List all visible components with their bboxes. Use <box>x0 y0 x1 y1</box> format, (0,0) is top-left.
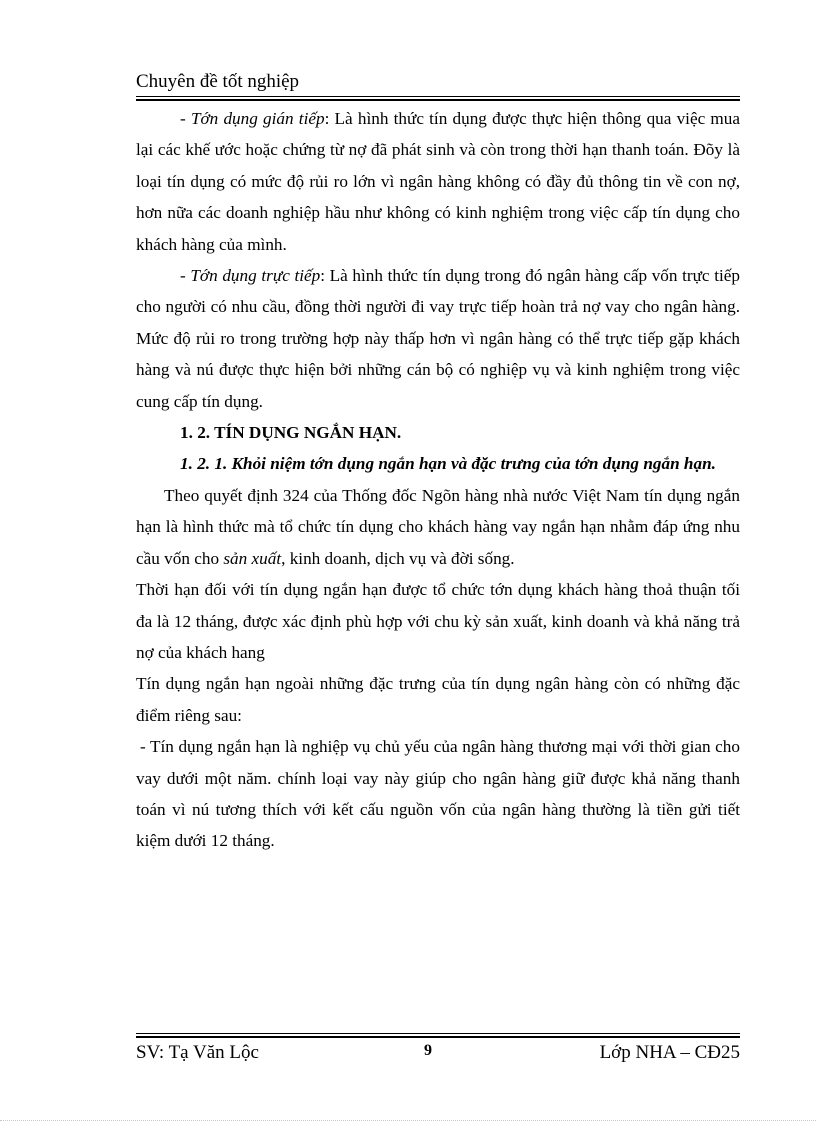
term-direct-credit: Tớn dụng trực tiếp <box>190 266 321 286</box>
page-header-title: Chuyên đề tốt nghiệp <box>136 71 300 92</box>
paragraph-indirect-credit: - Tớn dụng gián tiếp: Là hình thức tín dụng được thực hiện thông qua việc mua lại các khế ước hoặc chứng từ nợ đã phát sinh và còn trong thời hạn thanh toán. Đõy là loại tín dụng có mức độ rủi ro lớn vì ngân hàng không có đầy đủ thông tin về con nợ, hơn nữa các doanh nghiệp hầu như không có kinh nghiệm trong việc cấp tín dụng cho khách hàng của mình. <box>136 109 740 254</box>
term-indirect-credit: Tớn dụng gián tiếp <box>190 109 325 128</box>
paragraph-indirect-credit-text: : Là hình thức tín dụng được thực hiện thông qua việc mua lại các khế ước hoặc chứng từ nợ đã phát sinh và còn trong thời hạn thanh toán. Đõy là loại tín dụng có mức độ rủi ro lớn vì ngân hàng không có đầy đủ thông tin về con nợ, hơn nữa các doanh nghiệp hầu như không có kinh nghiệm trong việc cấp tín dụng cho khách hàng của mình. <box>136 109 740 254</box>
document-body <box>136 103 740 857</box>
paragraph-direct-credit-text: : Là hình thức tín dụng trong đó ngân hàng cấp vốn trực tiếp cho người có nhu cầu, đồng thời người đi vay trực tiếp hoàn trả nợ vay cho ngân hàng. Mức độ rủi ro trong trường hợp này thấp hơn vì ngân hàng có thể trực tiếp gặp khách hàng và nú được thực hiện bởi những cán bộ có nghiệp vụ và kinh nghiệm trong việc cung cấp tín dụng. <box>136 266 740 411</box>
footer-double-rule <box>136 1033 740 1038</box>
footer-page-number: 9 <box>424 1042 432 1059</box>
paragraph-characteristics-intro: Tín dụng ngắn hạn ngoài những đặc trưng của tín dụng ngân hàng còn có những đặc điểm riêng sau: <box>136 674 740 725</box>
paragraph-characteristic-1: - Tín dụng ngắn hạn là nghiệp vụ chủ yếu của ngân hàng thương mại với thời gian cho vay dưới một năm. chính loại vay này giúp cho ngân hàng giữ được khả năng thanh toán vì nú tương thích với kết cấu nguồn vốn của ngân hàng thường là tiền gửi tiết kiệm dưới 12 tháng. <box>136 737 740 851</box>
paragraph-definition <box>136 480 740 574</box>
term-production: sản xuất <box>223 548 282 568</box>
header-double-rule <box>136 96 740 101</box>
subsection-heading-concept: 1. 2. 1. Khỏi niệm tớn dụng ngắn hạn và đặc trưng của tớn dụng ngắn hạn. <box>180 454 716 474</box>
page-footer <box>136 1040 740 1066</box>
paragraph-definition-text-1: Theo quyết định 324 của Thống đốc Ngõn hàng nhà nước Việt Nam tín dụng ngắn hạn là hình thức mà tổ chức tín dụng cho khách hàng vay ngắn hạn nhằm đáp ứng nhu cầu vốn cho <box>136 485 740 568</box>
page-edge-dotted-line <box>0 1120 816 1121</box>
paragraph-term-duration: Thời hạn đối với tín dụng ngắn hạn được tổ chức tớn dụng khách hàng thoả thuận tối đa là 12 tháng, được xác định phù hợp với chu kỳ sản xuất, kinh doanh và khả năng trả nợ của khách hang <box>136 580 740 662</box>
paragraph-definition-text-2: , kinh doanh, dịch vụ và đời sống. <box>281 548 515 568</box>
footer-class-name: Lớp NHA – CĐ25 <box>599 1042 740 1063</box>
section-heading-short-term-credit: 1. 2. TÍN DỤNG NGẮN HẠN. <box>180 423 402 443</box>
paragraph-direct-credit: - Tớn dụng trực tiếp: Là hình thức tín dụng trong đó ngân hàng cấp vốn trực tiếp cho người có nhu cầu, đồng thời người đi vay trực tiếp hoàn trả nợ vay cho ngân hàng. Mức độ rủi ro trong trường hợp này thấp hơn vì ngân hàng có thể trực tiếp gặp khách hàng và nú được thực hiện bởi những cán bộ có nghiệp vụ và kinh nghiệm trong việc cung cấp tín dụng. <box>136 266 740 411</box>
footer-student-name: SV: Tạ Văn Lộc <box>136 1042 259 1063</box>
